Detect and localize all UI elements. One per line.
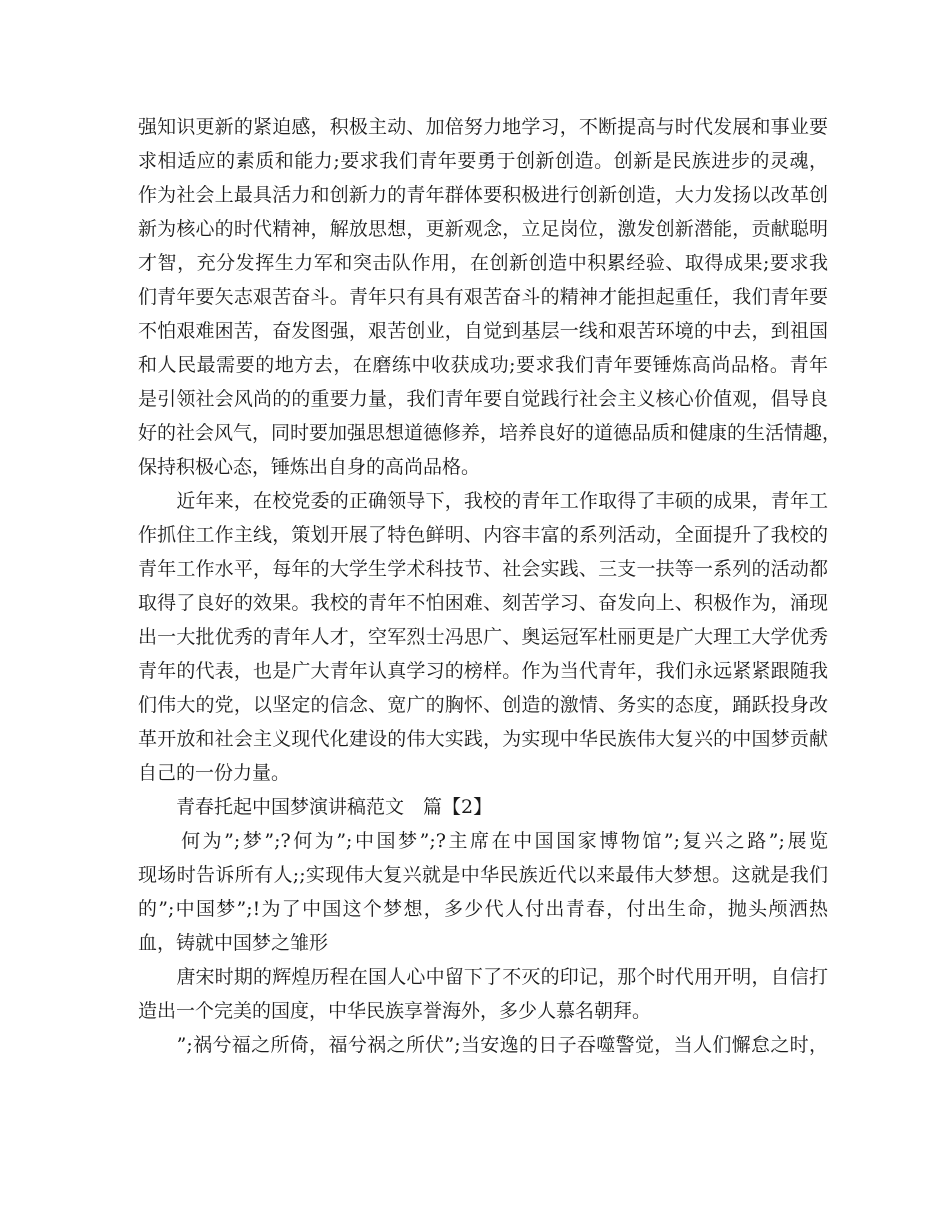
text-line: 强知识更新的紧迫感，积极主动、加倍努力地学习，不断提高与时代发展和事业要 xyxy=(138,116,828,138)
text-line: 的”;中国梦”;!为了中国这个梦想，多少代人付出青春，付出生命，抛头颅洒热 xyxy=(138,898,828,920)
text-line: 们伟大的党，以坚定的信念、宽广的胸怀、创造的激情、务实的态度，踊跃投身改 xyxy=(138,694,828,716)
paragraph-end-line: 保持积极心态，锤炼出自身的高尚品格。 xyxy=(138,456,481,478)
paragraph-end-line: 造出一个完美的国度，中华民族享誉海外，多少人慕名朝拜。 xyxy=(138,1000,652,1022)
text-line: 青年工作水平，每年的大学生学术科技节、社会实践、三支一扶等一系列的活动都 xyxy=(138,558,828,580)
text-line: ”;祸兮福之所倚，福兮祸之所伏”;当安逸的日子吞噬警觉，当人们懈怠之时， xyxy=(138,1034,828,1056)
text-line: 作为社会上最具活力和创新力的青年群体要积极进行创新创造，大力发扬以改革创 xyxy=(138,184,828,206)
paragraph-end-line: 血，铸就中国梦之雏形 xyxy=(138,932,329,954)
text-line: 现场时告诉所有人;;实现伟大复兴就是中华民族近代以来最伟大梦想。这就是我们 xyxy=(138,864,828,886)
text-line: 才智，充分发挥生力军和突击队作用，在创新创造中积累经验、取得成果;要求我 xyxy=(138,252,828,274)
text-line: 是引领社会风尚的的重要力量，我们青年要自觉践行社会主义核心价值观，倡导良 xyxy=(138,388,828,410)
text-line: 青年的代表，也是广大青年认真学习的榜样。作为当代青年，我们永远紧紧跟随我 xyxy=(138,660,828,682)
text-line: 近年来，在校党委的正确领导下，我校的青年工作取得了丰硕的成果，青年工 xyxy=(138,490,828,512)
text-line: 们青年要矢志艰苦奋斗。青年只有具有艰苦奋斗的精神才能担起重任，我们青年要 xyxy=(138,286,828,308)
text-line: 好的社会风气，同时要加强思想道德修养，培养良好的道德品质和健康的生活情趣， xyxy=(138,422,842,444)
text-line: 唐宋时期的辉煌历程在国人心中留下了不灭的印记，那个时代用开明，自信打 xyxy=(138,966,828,988)
text-line: 革开放和社会主义现代化建设的伟大实践，为实现中华民族伟大复兴的中国梦贡献 xyxy=(138,728,828,750)
document-body xyxy=(138,110,842,1062)
text-line: 不怕艰难困苦，奋发图强，艰苦创业，自觉到基层一线和艰苦环境的中去，到祖国 xyxy=(138,320,828,342)
text-line: 何为”;梦”;?何为”;中国梦”;?主席在中国国家博物馆”;复兴之路”;展览 xyxy=(138,830,828,852)
text-line: 新为核心的时代精神，解放思想，更新观念，立足岗位，激发创新潜能，贡献聪明 xyxy=(138,218,828,240)
text-line: 作抓住工作主线，策划开展了特色鲜明、内容丰富的系列活动，全面提升了我校的 xyxy=(138,524,828,546)
paragraph-end-line: 自己的一份力量。 xyxy=(138,762,291,784)
text-line: 求相适应的素质和能力;要求我们青年要勇于创新创造。创新是民族进步的灵魂， xyxy=(138,150,828,172)
section-heading: 青春托起中国梦演讲稿范文 篇【2】 xyxy=(138,796,493,818)
text-line: 出一大批优秀的青年人才，空军烈士冯思广、奥运冠军杜丽更是广大理工大学优秀 xyxy=(138,626,828,648)
text-line: 和人民最需要的地方去，在磨练中收获成功;要求我们青年要锤炼高尚品格。青年 xyxy=(138,354,828,376)
text-line: 取得了良好的效果。我校的青年不怕困难、刻苦学习、奋发向上、积极作为，涌现 xyxy=(138,592,828,614)
